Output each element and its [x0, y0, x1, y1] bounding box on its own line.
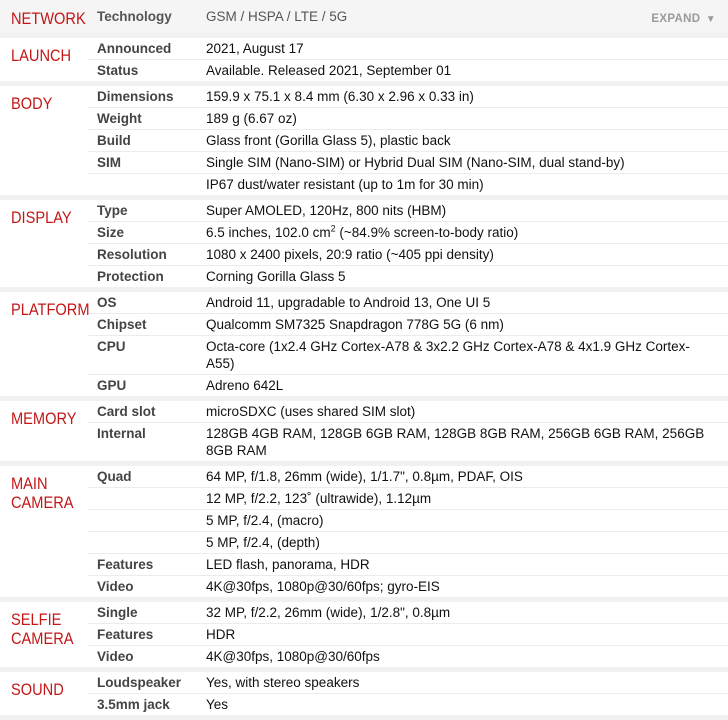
spec-value [197, 86, 728, 107]
spec-row [88, 336, 728, 375]
spec-label: Video [97, 649, 134, 664]
section-title: MEMORY [11, 409, 77, 428]
spec-label: Technology [97, 9, 172, 24]
spec-row [88, 401, 728, 423]
spec-section [0, 466, 728, 602]
spec-value [197, 60, 728, 81]
spec-value-text: 5 MP, f/2.4, (depth) [206, 535, 320, 550]
spec-value [197, 375, 728, 396]
spec-section [0, 0, 728, 38]
spec-row [88, 0, 728, 33]
spec-value [197, 554, 728, 575]
section-title: BODY [11, 94, 53, 113]
spec-value-text: 5 MP, f/2.4, (macro) [206, 513, 324, 528]
spec-value-text: 128GB 4GB RAM, 128GB 6GB RAM, 128GB 8GB RAM, 256GB 6GB RAM, 256GB 8GB RAM [206, 426, 705, 458]
spec-value [197, 108, 728, 129]
spec-label: Card slot [97, 404, 156, 419]
spec-section [0, 86, 728, 200]
spec-row [88, 108, 728, 130]
spec-value [197, 292, 728, 313]
spec-label: Type [97, 203, 128, 218]
spec-row [88, 244, 728, 266]
spec-label: Features [97, 557, 154, 572]
spec-label: CPU [97, 339, 126, 354]
spec-value [197, 646, 728, 667]
spec-label: Dimensions [97, 89, 174, 104]
spec-value [197, 672, 728, 693]
spec-row [88, 602, 728, 624]
spec-value [197, 576, 728, 597]
spec-row [88, 152, 728, 174]
spec-rows [88, 38, 728, 81]
spec-label: Protection [97, 269, 164, 284]
spec-row [88, 576, 728, 597]
spec-value-text: IP67 dust/water resistant (up to 1m for 30 min) [206, 177, 484, 192]
spec-value-text: Available. Released 2021, September 01 [206, 63, 452, 78]
spec-value-text: 159.9 x 75.1 x 8.4 mm (6.30 x 2.96 x 0.33 in) [206, 89, 474, 104]
spec-value [197, 466, 728, 487]
spec-row [88, 423, 728, 461]
spec-section [0, 401, 728, 466]
spec-value [197, 6, 728, 27]
spec-label [88, 488, 197, 509]
spec-row [88, 38, 728, 60]
spec-value-text: Super AMOLED, 120Hz, 800 nits (HBM) [206, 203, 447, 218]
spec-label: Internal [97, 426, 146, 441]
spec-section [0, 672, 728, 720]
spec-value-text: Yes [206, 697, 229, 712]
spec-row [88, 694, 728, 715]
spec-value [197, 244, 728, 265]
spec-value-text-after: (~84.9% screen-to-body ratio) [335, 225, 519, 240]
spec-value-text: Glass front (Gorilla Glass 5), plastic back [206, 133, 451, 148]
chevron-down-icon: ▼ [705, 14, 716, 25]
spec-row [88, 646, 728, 667]
spec-section [0, 38, 728, 86]
spec-row [88, 466, 728, 488]
spec-label: Build [97, 133, 131, 148]
spec-value [197, 130, 728, 151]
spec-value-text: 1080 x 2400 pixels, 20:9 ratio (~405 ppi density) [206, 247, 494, 262]
spec-label: Quad [97, 469, 132, 484]
spec-row [88, 314, 728, 336]
spec-value-text: 2021, August 17 [206, 41, 304, 56]
spec-value [197, 488, 728, 509]
spec-value-text: microSDXC (uses shared SIM slot) [206, 404, 416, 419]
spec-label: Video [97, 579, 134, 594]
spec-label: Loudspeaker [97, 675, 182, 690]
spec-rows [88, 200, 728, 287]
spec-row [88, 266, 728, 287]
spec-value-text: Corning Gorilla Glass 5 [206, 269, 346, 284]
spec-label: Resolution [97, 247, 167, 262]
spec-value-text: 6.5 inches, 102.0 cm [206, 225, 331, 240]
spec-section [0, 200, 728, 292]
spec-value [197, 423, 728, 461]
spec-value-text: 32 MP, f/2.2, 26mm (wide), 1/2.8", 0.8µm [206, 605, 451, 620]
spec-value-text: HDR [206, 627, 236, 642]
spec-value [197, 401, 728, 422]
spec-rows [88, 672, 728, 715]
spec-row [88, 86, 728, 108]
spec-section [0, 292, 728, 401]
spec-rows [88, 466, 728, 597]
section-title: MAIN CAMERA [11, 474, 74, 512]
spec-value [197, 266, 728, 287]
spec-value-text: 189 g (6.67 oz) [206, 111, 297, 126]
spec-label: Features [97, 627, 154, 642]
spec-label: Weight [97, 111, 142, 126]
spec-label [88, 532, 197, 553]
section-title: LAUNCH [11, 46, 72, 65]
spec-value-text: GSM / HSPA / LTE / 5G [206, 9, 348, 24]
spec-value-text: 12 MP, f/2.2, 123˚ (ultrawide), 1.12µm [206, 491, 432, 506]
spec-label: GPU [97, 378, 127, 393]
spec-row [88, 292, 728, 314]
spec-value [197, 624, 728, 645]
spec-value-text: Single SIM (Nano-SIM) or Hybrid Dual SIM (Nano-SIM, dual stand-by) [206, 155, 625, 170]
section-title: NETWORK [11, 9, 86, 28]
spec-label: 3.5mm jack [97, 697, 170, 712]
spec-row [88, 130, 728, 152]
spec-value [197, 532, 728, 553]
spec-value-text: 4K@30fps, 1080p@30/60fps; gyro-EIS [206, 579, 440, 594]
spec-value [197, 314, 728, 335]
spec-row [88, 532, 728, 554]
spec-label: Chipset [97, 317, 147, 332]
spec-rows [88, 401, 728, 461]
spec-label: Single [97, 605, 138, 620]
spec-value-text: Octa-core (1x2.4 GHz Cortex-A78 & 3x2.2 GHz Cortex-A78 & 4x1.9 GHz Cortex-A55) [206, 339, 690, 371]
spec-row [88, 554, 728, 576]
spec-value-text: 4K@30fps, 1080p@30/60fps [206, 649, 380, 664]
section-title: PLATFORM [11, 300, 90, 319]
spec-value-text: Yes, with stereo speakers [206, 675, 360, 690]
spec-row [88, 60, 728, 81]
spec-value-text: Qualcomm SM7325 Snapdragon 778G 5G (6 nm) [206, 317, 504, 332]
spec-label: Size [97, 225, 125, 240]
spec-value [197, 336, 728, 374]
spec-label [88, 510, 197, 531]
section-title: SELFIE CAMERA [11, 610, 74, 648]
spec-label: SIM [97, 155, 122, 170]
section-title: DISPLAY [11, 208, 72, 227]
spec-row [88, 174, 728, 195]
spec-section [0, 602, 728, 672]
spec-rows [88, 0, 728, 33]
expand-button[interactable] [651, 13, 716, 25]
spec-row [88, 375, 728, 396]
spec-value-text: LED flash, panorama, HDR [206, 557, 370, 572]
spec-row [88, 488, 728, 510]
spec-value [197, 602, 728, 623]
spec-row [88, 222, 728, 244]
spec-label [88, 174, 197, 195]
spec-value-text: 64 MP, f/1.8, 26mm (wide), 1/1.7", 0.8µm, PDAF, OIS [206, 469, 523, 484]
spec-rows [88, 86, 728, 195]
spec-value [197, 694, 728, 715]
expand-label: EXPAND [651, 13, 701, 25]
spec-value [197, 152, 728, 173]
spec-row [88, 624, 728, 646]
spec-rows [88, 602, 728, 667]
spec-value [197, 200, 728, 221]
spec-value-superscript: 2 [330, 223, 336, 234]
spec-row [88, 200, 728, 222]
spec-value-text: Adreno 642L [206, 378, 284, 393]
spec-label: Status [97, 63, 139, 78]
section-title: SOUND [11, 680, 64, 699]
spec-label: Announced [97, 41, 172, 56]
spec-label: OS [97, 295, 117, 310]
spec-value-text: Android 11, upgradable to Android 13, One UI 5 [206, 295, 491, 310]
spec-value [197, 174, 728, 195]
spec-value [197, 510, 728, 531]
spec-row [88, 510, 728, 532]
spec-rows [88, 292, 728, 396]
spec-value [197, 222, 728, 243]
spec-value [197, 38, 728, 59]
